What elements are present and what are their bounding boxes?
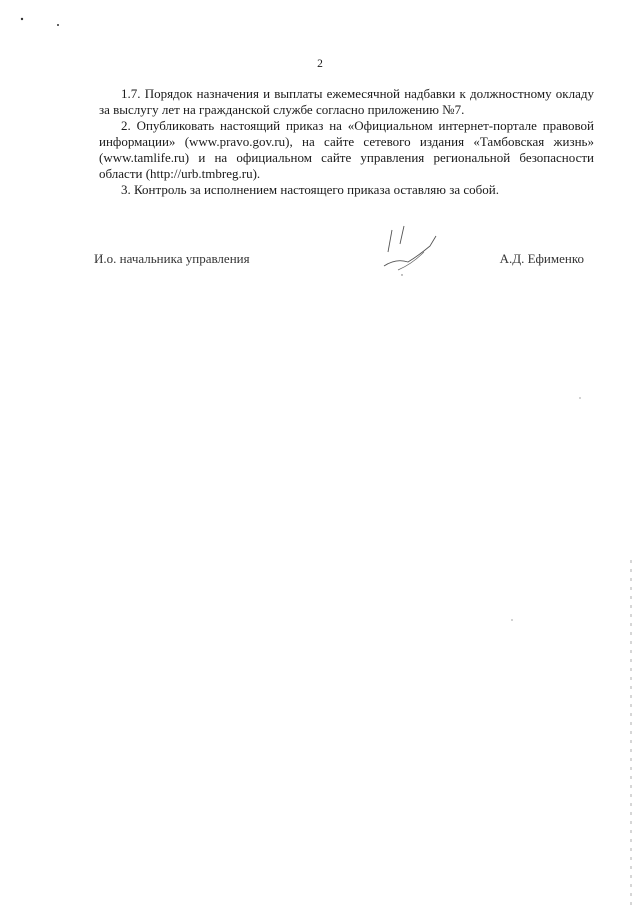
paragraph-1-7: 1.7. Порядок назначения и выплаты ежемесячной надбавки к должностному окладу за выслугу лет на гражданской службе согласно приложению №7. <box>99 86 594 117</box>
document-body <box>99 86 594 198</box>
scan-speck <box>511 619 512 620</box>
paragraph-3: 3. Контроль за исполнением настоящего приказа оставляю за собой. <box>121 182 499 197</box>
scan-speck <box>21 18 23 20</box>
scan-speck <box>579 397 580 398</box>
signer-name: А.Д. Ефименко <box>499 251 584 266</box>
paragraph-2: 2. Опубликовать настоящий приказ на «Официальном интернет-портале правовой информации» (www.pravo.gov.ru), на сайте сетевого издания «Тамбовская жизнь» (www.tamlife.ru) и на официальном сайте управления региональной безопасности области (http://urb.tmbreg.ru). <box>99 118 594 181</box>
signer-title: И.о. начальника управления <box>94 251 250 266</box>
scan-speck <box>57 24 59 26</box>
handwritten-signature-icon <box>378 222 448 277</box>
page-number: 2 <box>317 58 323 70</box>
signature-block <box>94 251 594 271</box>
